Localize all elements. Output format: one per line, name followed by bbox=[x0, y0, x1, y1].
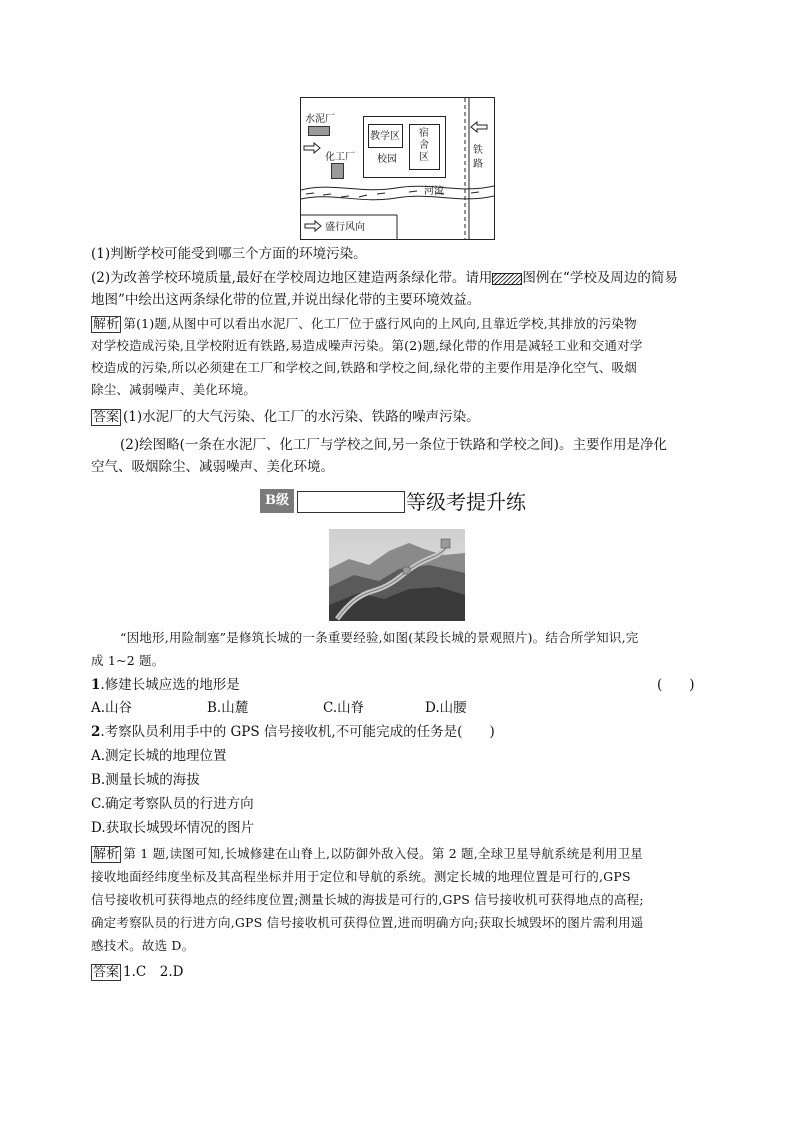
chem-factory-block bbox=[331, 163, 344, 179]
q2-option-d: D.获取长城毁坏情况的图片 bbox=[91, 820, 255, 836]
q2-stem bbox=[91, 722, 495, 743]
analysis2-line-4: 确定考察队员的行进方向,GPS 信号接收机可获得位置,进而明确方向;获取长城毁坏的图片需利用遥 bbox=[91, 915, 644, 930]
analysis2-line-2: 接收地面经纬度坐标及其高程坐标并用于定位和导航的系统。测定长城的地理位置是可行的,GPS bbox=[91, 869, 631, 884]
level-blank-box bbox=[297, 491, 405, 513]
q1-option-a: A.山谷 bbox=[91, 700, 133, 716]
analysis-line-2: 对学校造成污染,且学校附近有铁路,易造成噪声污染。第(2)题,绿化带的作用是减轻工业和交通对学 bbox=[91, 338, 643, 353]
analysis-line-3: 校造成的污染,所以必须建在工厂和学校之间,铁路和学校之间,绿化带的主要作用是净化空气、吸烟 bbox=[91, 360, 637, 375]
cement-factory-block bbox=[308, 126, 330, 136]
question-part2-text-a: (2)为改善学校环境质量,最好在学校周边地区建造两条绿化带。请用 bbox=[91, 270, 493, 286]
question-part2-line1 bbox=[91, 268, 678, 289]
campus-label: 校园 bbox=[377, 154, 397, 165]
question-part2-line2: 地图”中绘出这两条绿化带的位置,并说出绿化带的主要环境效益。 bbox=[91, 292, 481, 308]
q1-option-d: D.山腰 bbox=[425, 700, 467, 716]
final-answer-tag: 答案 bbox=[93, 965, 120, 980]
answer-tag: 答案 bbox=[93, 410, 120, 425]
analysis2-tag: 解析 bbox=[93, 847, 120, 862]
railway-label: 铁 路 bbox=[473, 145, 483, 170]
question-part1: (1)判断学校可能受到哪三个方面的环境污染。 bbox=[91, 246, 367, 262]
level-badge: B级 bbox=[260, 489, 294, 513]
q2-option-a: A.测定长城的地理位置 bbox=[91, 748, 227, 764]
school-map bbox=[300, 97, 495, 240]
analysis2-text: 第 1 题,读图可知,长城修建在山脊上,以防御外敌入侵。第 2 题,全球卫星导航系统是利用卫星 bbox=[123, 846, 644, 861]
final-answer-text: 1.C 2.D bbox=[123, 964, 184, 980]
teaching-area-label: 教学区 bbox=[370, 131, 400, 142]
chem-factory-label: 化工厂 bbox=[325, 152, 355, 163]
hatch-legend-icon bbox=[492, 273, 522, 285]
river-label: 河流 bbox=[424, 186, 444, 197]
level-title: 等级考提升练 bbox=[406, 490, 526, 514]
q1-answer-bracket: ( ) bbox=[657, 677, 695, 693]
intro-line-2: 成 1~2 题。 bbox=[91, 653, 165, 668]
analysis2-line-5: 感技术。故选 D。 bbox=[91, 938, 195, 953]
analysis2-line-3: 信号接收机可获得地点的经纬度位置;测量长城的海拔是可行的,GPS 信号接收机可获得地点的高程; bbox=[91, 892, 644, 907]
q2-option-c: C.确定考察队员的行进方向 bbox=[91, 796, 254, 812]
analysis2-line-1 bbox=[91, 843, 643, 866]
answer-text: (1)水泥厂的大气污染、化工厂的水污染、铁路的噪声污染。 bbox=[123, 409, 480, 425]
q1-option-c: C.山脊 bbox=[323, 700, 365, 716]
question-part2-text-b: 图例在“学校及周边的简易 bbox=[522, 270, 678, 286]
final-answer bbox=[91, 962, 183, 983]
great-wall-photo bbox=[329, 529, 465, 621]
intro-line-1: “因地形,用险制塞”是修筑长城的一条重要经验,如图(某段长城的景观照片)。结合所学知识,完 bbox=[120, 630, 639, 645]
answer-line-2: (2)绘图略(一条在水泥厂、化工厂与学校之间,另一条位于铁路和学校之间)。主要作用是净化 bbox=[120, 437, 667, 453]
q1-stem bbox=[91, 675, 240, 696]
level-header bbox=[260, 487, 530, 519]
q2-option-b: B.测量长城的海拔 bbox=[91, 772, 200, 788]
q1-stem-text: .修建长城应选的地形是 bbox=[100, 677, 240, 693]
cement-factory-label: 水泥厂 bbox=[305, 114, 335, 125]
wind-label: 盛行风向 bbox=[325, 222, 365, 233]
answer-line-1 bbox=[91, 407, 480, 428]
analysis-line-1 bbox=[91, 313, 637, 336]
dorm-area-label: 宿 舍 区 bbox=[419, 128, 429, 163]
q2-stem-text: .考察队员利用手中的 GPS 信号接收机,不可能完成的任务是( ) bbox=[100, 724, 495, 740]
analysis-tag: 解析 bbox=[93, 317, 120, 332]
q1-number: 1 bbox=[91, 677, 101, 693]
analysis-line-4: 除尘、减弱噪声、美化环境。 bbox=[91, 382, 257, 397]
q2-number: 2 bbox=[91, 724, 101, 740]
analysis-text: 第(1)题,从图中可以看出水泥厂、化工厂位于盛行风向的上风向,且靠近学校,其排放的污染物 bbox=[123, 316, 637, 331]
q1-option-b: B.山麓 bbox=[207, 700, 249, 716]
answer-line-3: 空气、吸烟除尘、减弱噪声、美化环境。 bbox=[91, 459, 334, 475]
